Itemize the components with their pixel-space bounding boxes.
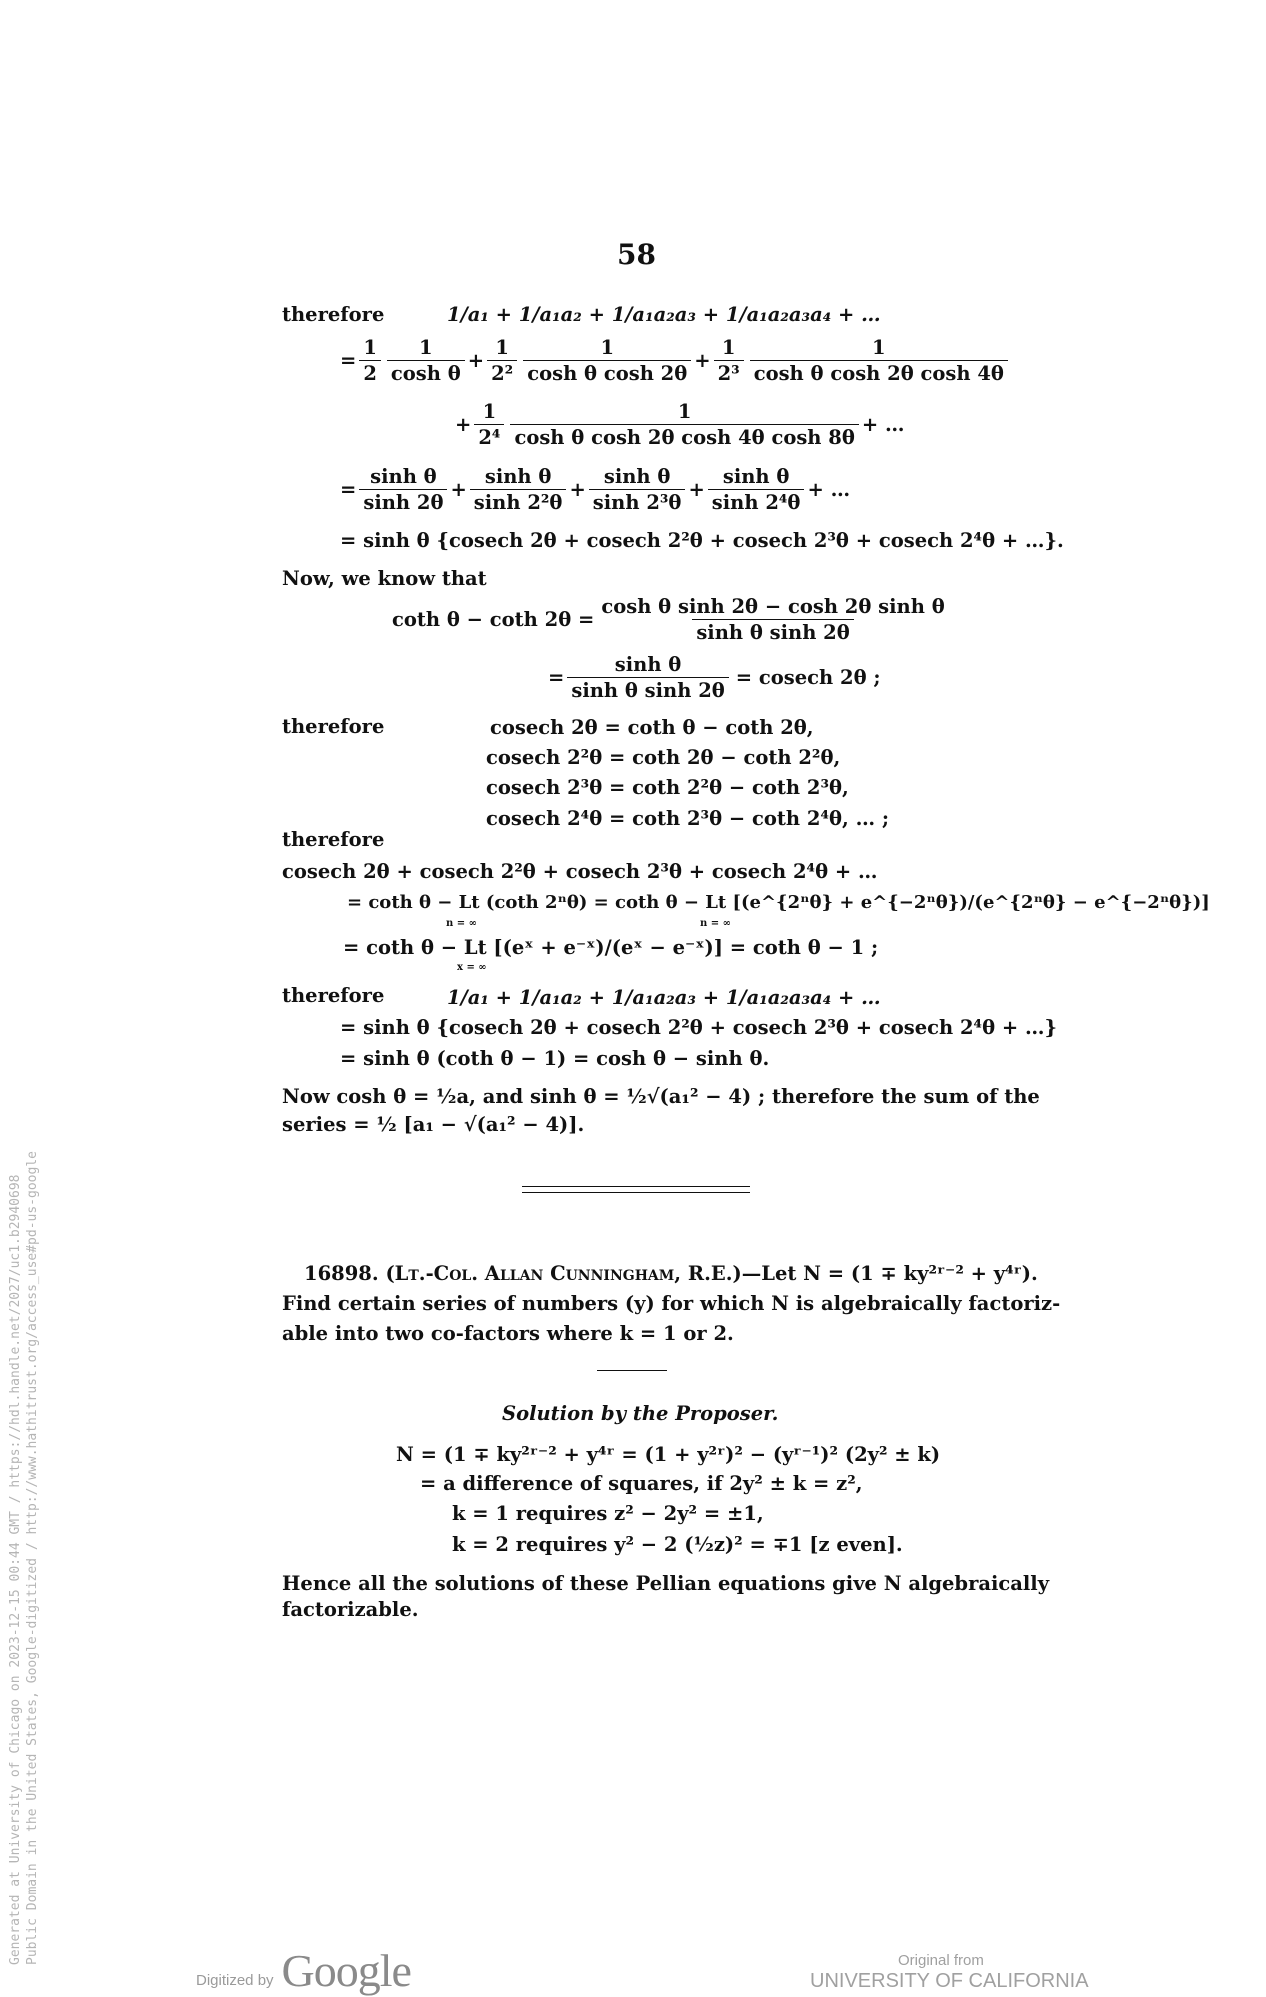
coth-lhs: coth θ − coth 2θ = [392, 608, 595, 631]
solution-line: k = 2 requires y² − 2 (½z)² = ∓1 [z even]. [452, 1533, 903, 1556]
fraction: $\frac{\text{sinh θ}}{\text{sinh 2³θ}}$ [589, 465, 686, 514]
problem-statement: —Let N = (1 ∓ ky²ʳ⁻² + y⁴ʳ). [741, 1262, 1038, 1285]
equals-sign: = [340, 349, 357, 372]
section-divider [522, 1192, 750, 1193]
page-number: 58 [617, 238, 656, 271]
side-watermark: Generated at University of Chicago on 2023-12-15 00:44 GMT / https://hdl.handle.net/2027/uc1.b2940698 Public Domain in the United States, Google-digitized / http://www.hathitrust.org/access_use#pd-us-google [8, 1151, 40, 1965]
therefore-label: therefore [282, 715, 385, 738]
equation-row-1 [340, 336, 1011, 385]
plus-sign: + [694, 349, 711, 372]
limit-subscript: n = ∞ [700, 918, 731, 929]
original-from-label: Original from [898, 1952, 984, 1969]
fraction: $\frac{1}{\text{cosh θ cosh 2θ cosh 4θ}}$ [750, 336, 1008, 385]
coth-rhs: = cosech 2θ ; [735, 666, 881, 689]
now-we-know: Now, we know that [282, 567, 487, 590]
equation-row-3 [340, 465, 850, 514]
problem-proposer: (Lt.-Col. Allan Cunningham, R.E.) [385, 1262, 742, 1285]
plus-sign: + [455, 413, 472, 436]
fraction: $\frac{\text{sinh θ}}{\sinh 2\theta}$ [359, 465, 447, 514]
section-divider [522, 1186, 750, 1187]
therefore-label: therefore [282, 984, 385, 1007]
problem-text: Find certain series of numbers (y) for which N is algebraically factoriz- [282, 1292, 1061, 1315]
solution-line: k = 1 requires z² − 2y² = ±1, [452, 1502, 764, 1525]
plus-dots: + … [807, 478, 851, 501]
series-expression: 1/a₁ + 1/a₁a₂ + 1/a₁a₂a₃ + 1/a₁a₂a₃a₄ + … [447, 986, 881, 1009]
identity-line: cosech 2θ = coth θ − coth 2θ, [490, 716, 814, 739]
digitized-by-label: Digitized by [196, 1972, 274, 1989]
identity-line: cosech 2²θ = coth 2θ − coth 2²θ, [486, 746, 841, 769]
problem-heading [304, 1262, 1038, 1285]
identity-line: cosech 2⁴θ = coth 2³θ − coth 2⁴θ, … ; [486, 807, 890, 830]
coth-identity-2 [548, 653, 881, 702]
fraction: $\frac{1}{\text{2³}}$ [714, 336, 744, 385]
problem-number: 16898. [304, 1262, 379, 1285]
fraction: $\frac{\text{sinh θ}}{\text{sinh θ sinh 2θ}}$ [567, 653, 728, 702]
solution-line: = a difference of squares, if 2y² ± k = z², [420, 1472, 863, 1495]
plus-sign: + [467, 349, 485, 372]
solution-line: N = (1 ∓ ky²ʳ⁻² + y⁴ʳ = (1 + y²ʳ)² − (yʳ⁻¹)² (2y² ± k) [396, 1443, 941, 1466]
therefore-label: therefore [282, 303, 385, 326]
cosech-series: cosech 2θ + cosech 2²θ + cosech 2³θ + cosech 2⁴θ + … [282, 860, 878, 883]
limit-subscript: x = ∞ [457, 962, 487, 973]
digitized-by-google-logo [196, 1944, 411, 1997]
plus-sign: + [569, 478, 586, 501]
fraction: $\frac{1}{\text{2²}}$ [487, 336, 517, 385]
equals-sign: = [548, 666, 565, 689]
conclusion-text: Hence all the solutions of these Pellian equations give N algebraically [282, 1572, 1050, 1595]
therefore-label: therefore [282, 828, 385, 851]
university-label: UNIVERSITY OF CALIFORNIA [810, 1970, 1089, 1992]
fraction: $\frac{1}{\text{cosh θ cosh 2θ cosh 4θ cosh 8θ}}$ [510, 400, 858, 449]
fraction: $\frac{\text{cosh θ sinh 2θ − cosh 2θ sinh θ}}{\text{sinh θ sinh 2θ}}$ [601, 595, 945, 644]
plus-sign: + [688, 478, 705, 501]
google-wordmark: Google [281, 1945, 411, 1996]
sinh-coth-line: = sinh θ (coth θ − 1) = cosh θ − sinh θ. [340, 1047, 770, 1070]
sinh-cosech-line: = sinh θ {cosech 2θ + cosech 2²θ + cosech 2³θ + cosech 2⁴θ + …} [340, 1016, 1058, 1039]
identity-line: cosech 2³θ = coth 2²θ − coth 2³θ, [486, 776, 849, 799]
fraction: $\frac{1}{\text{2⁴}}$ [474, 400, 504, 449]
equals-sign: = [340, 478, 357, 501]
problem-text: able into two co-factors where k = 1 or 2. [282, 1322, 734, 1345]
coth-identity [392, 595, 952, 644]
plus-dots: + … [861, 413, 905, 436]
limit-line-1: = coth θ − Lt (coth 2ⁿθ) = coth θ − Lt [(e^{2ⁿθ} + e^{−2ⁿθ})/(e^{2ⁿθ} − e^{−2ⁿθ})] [347, 892, 1210, 913]
short-divider [597, 1370, 667, 1371]
equation-row-2 [455, 400, 905, 449]
fraction: $\frac{\text{sinh θ}}{\text{sinh 2²θ}}$ [470, 465, 567, 514]
limit-subscript: n = ∞ [446, 918, 477, 929]
plus-sign: + [450, 478, 467, 501]
fraction: $\frac{1}{\text{cosh θ}}$ [387, 336, 465, 385]
fraction: $\frac{1}{\text{cosh θ cosh 2θ}}$ [523, 336, 691, 385]
fraction: $\frac{\text{sinh θ}}{\text{sinh 2⁴θ}}$ [708, 465, 805, 514]
cosech-sum-line: = sinh θ {cosech 2θ + cosech 2²θ + cosech 2³θ + cosech 2⁴θ + …}. [340, 529, 1064, 552]
fraction: $\frac{1}{2}$ [359, 336, 381, 385]
series-expression: 1/a₁ + 1/a₁a₂ + 1/a₁a₂a₃ + 1/a₁a₂a₃a₄ + … [447, 303, 881, 326]
conclusion-text: Now cosh θ = ½a, and sinh θ = ½√(a₁² − 4) ; therefore the sum of the [282, 1085, 1040, 1108]
conclusion-text: factorizable. [282, 1598, 419, 1621]
limit-line-2: = coth θ − Lt [(eˣ + e⁻ˣ)/(eˣ − e⁻ˣ)] = coth θ − 1 ; [343, 936, 879, 959]
solution-heading: Solution by the Proposer. [502, 1402, 779, 1425]
series-sum-result: series = ½ [a₁ − √(a₁² − 4)]. [282, 1113, 585, 1136]
